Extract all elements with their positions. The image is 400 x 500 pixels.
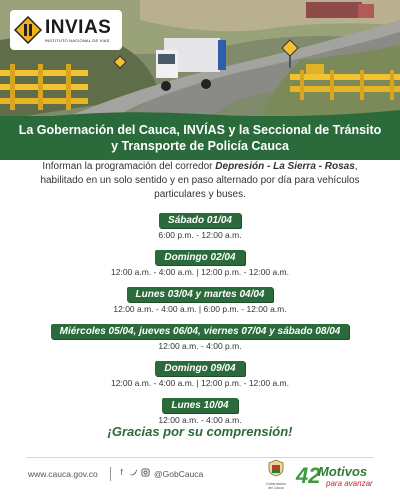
social-icons <box>117 468 150 477</box>
schedule-item <box>0 321 400 358</box>
headline-banner <box>0 116 400 160</box>
slogan-logo <box>296 461 380 491</box>
instagram-icon[interactable] <box>141 468 150 477</box>
facebook-icon[interactable]: f <box>120 468 123 477</box>
schedule-item <box>0 210 400 247</box>
day-hours: 12:00 a.m. - 4:00 a.m. | 6:00 p.m. - 12:00 a.m. <box>113 304 287 314</box>
day-label: Lunes 03/04 y martes 04/04 <box>127 287 274 302</box>
day-hours: 12:00 a.m. - 4:00 a.m. | 12:00 p.m. - 12:00 a.m. <box>111 378 289 388</box>
schedule-list <box>0 210 400 432</box>
slogan-tagline: para avanzar <box>326 479 373 488</box>
day-label: Miércoles 05/04, jueves 06/04, viernes 07/04 y sábado 08/04 <box>51 324 350 339</box>
headline-line-1: La Gobernación del Cauca, INVÍAS y la Seccional de Tránsito <box>18 123 382 137</box>
hero-photo <box>0 0 400 120</box>
twitter-icon[interactable] <box>129 468 138 477</box>
schedule-item <box>0 247 400 284</box>
corridor-name: Depresión - La Sierra - Rosas <box>215 161 355 172</box>
schedule-item <box>0 358 400 395</box>
logo-subtitle: INSTITUTO NACIONAL DE VIAS <box>45 37 110 43</box>
footer-divider-line <box>26 457 374 458</box>
day-hours: 6:00 p.m. - 12:00 a.m. <box>158 230 242 240</box>
footer <box>0 457 400 500</box>
intro-after: , habilitado en un solo sentido y en paso alternado por día para vehículos particulares y buses. <box>40 161 360 200</box>
invias-diamond-icon <box>14 16 42 44</box>
day-label: Lunes 10/04 <box>162 398 237 413</box>
schedule-item <box>0 284 400 321</box>
thanks-message: ¡Gracias por su comprensión! <box>107 424 293 439</box>
slogan-number: 42 <box>296 463 321 488</box>
day-hours: 12:00 a.m. - 4:00 p.m. <box>158 341 242 351</box>
invias-logo <box>10 10 122 50</box>
headline-line-2: y Transporte de Policía Cauca <box>111 139 289 153</box>
day-label: Domingo 02/04 <box>155 250 244 265</box>
website-link[interactable]: www.cauca.gov.co <box>28 469 98 479</box>
seal-text: Gobernación del Cauca <box>265 482 287 490</box>
gobernacion-logo <box>264 459 288 490</box>
intro-text <box>40 160 360 202</box>
day-hours: 12:00 a.m. - 4:00 a.m. | 12:00 p.m. - 12:00 a.m. <box>111 267 289 277</box>
day-label: Sábado 01/04 <box>159 213 241 228</box>
slogan-word: Motivos <box>318 464 368 479</box>
logo-name: INVIAS <box>45 16 112 38</box>
intro-before: Informan la programación del corredor <box>42 161 216 172</box>
footer-divider <box>110 467 111 481</box>
cauca-seal-icon <box>267 459 285 477</box>
social-handle[interactable]: @GobCauca <box>154 469 204 479</box>
day-label: Domingo 09/04 <box>155 361 244 376</box>
day-hours: 12:00 a.m. - 4:00 a.m. <box>158 415 242 425</box>
